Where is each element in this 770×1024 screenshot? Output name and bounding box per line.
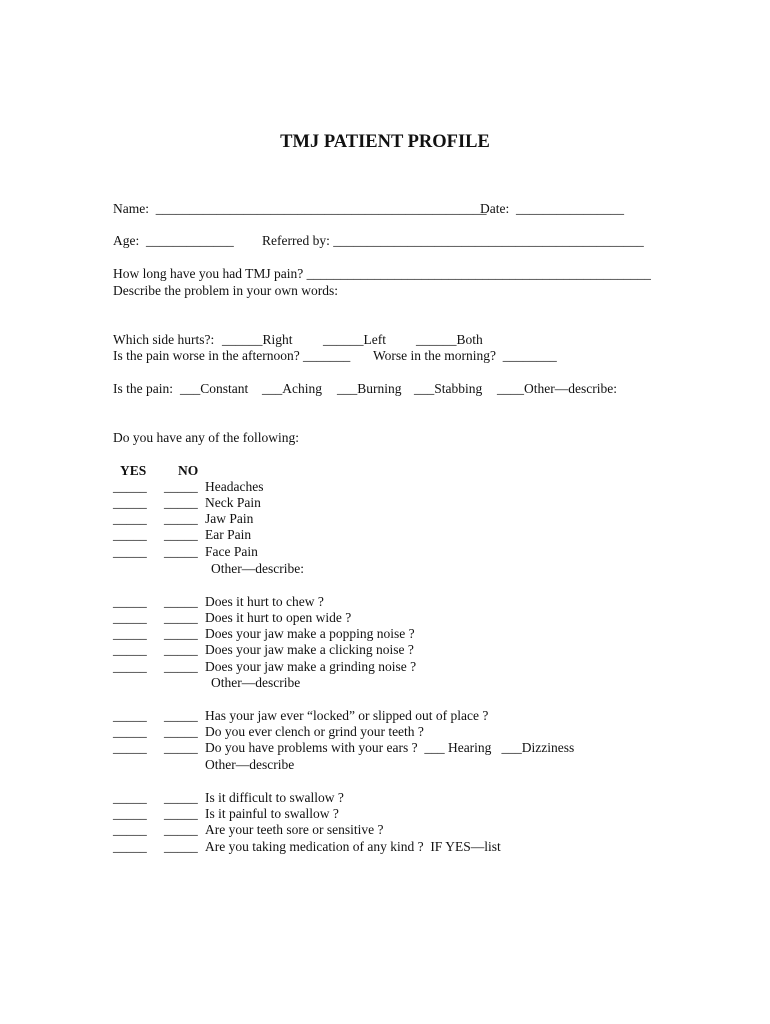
- yes-blank[interactable]: _____: [113, 642, 147, 657]
- no-blank[interactable]: _____: [164, 642, 198, 657]
- no-blank[interactable]: _____: [164, 806, 198, 821]
- yes-blank[interactable]: _____: [113, 839, 147, 854]
- checklist-item: Are your teeth sore or sensitive ?: [205, 822, 384, 837]
- no-blank[interactable]: _____: [164, 790, 198, 805]
- referred-by-field[interactable]: Referred by: ______________________________________________: [262, 233, 644, 248]
- side-left-option[interactable]: ______Left: [323, 332, 386, 347]
- checklist-intro: Do you have any of the following:: [113, 430, 299, 445]
- no-blank[interactable]: _____: [164, 822, 198, 837]
- pain-constant-option[interactable]: ___Constant: [180, 381, 249, 396]
- checklist-item: Do you have problems with your ears ? ___ Hearing ___Dizziness: [205, 740, 575, 755]
- yes-column-header: YES: [120, 463, 147, 478]
- no-blank[interactable]: _____: [164, 527, 198, 542]
- no-blank[interactable]: _____: [164, 626, 198, 641]
- no-blank[interactable]: _____: [164, 594, 198, 609]
- checklist-item: Are you taking medication of any kind ? IF YES—list: [205, 839, 501, 854]
- yes-blank[interactable]: _____: [113, 740, 147, 755]
- yes-blank[interactable]: _____: [113, 511, 147, 526]
- checklist-item: Is it difficult to swallow ?: [205, 790, 344, 805]
- checklist-item: Does it hurt to open wide ?: [205, 610, 352, 625]
- yes-blank[interactable]: _____: [113, 822, 147, 837]
- yes-blank[interactable]: _____: [113, 790, 147, 805]
- checklist-item: Ear Pain: [205, 527, 252, 542]
- yes-blank[interactable]: _____: [113, 724, 147, 739]
- describe-problem-label: Describe the problem in your own words:: [113, 283, 338, 298]
- checklist-item: Headaches: [205, 479, 264, 494]
- other-describe-label[interactable]: Other—describe:: [211, 561, 304, 576]
- yes-blank[interactable]: _____: [113, 527, 147, 542]
- name-field[interactable]: Name: _________________________________________________: [113, 201, 487, 216]
- date-field[interactable]: Date: ________________: [480, 201, 624, 216]
- no-blank[interactable]: _____: [164, 610, 198, 625]
- no-blank[interactable]: _____: [164, 511, 198, 526]
- checklist-item: Does it hurt to chew ?: [205, 594, 324, 609]
- yes-blank[interactable]: _____: [113, 806, 147, 821]
- side-right-option[interactable]: ______Right: [222, 332, 293, 347]
- no-blank[interactable]: _____: [164, 724, 198, 739]
- no-blank[interactable]: _____: [164, 544, 198, 559]
- other-describe-label[interactable]: Other—describe: [211, 675, 301, 690]
- no-blank[interactable]: _____: [164, 740, 198, 755]
- pain-burning-option[interactable]: ___Burning: [337, 381, 402, 396]
- yes-blank[interactable]: _____: [113, 708, 147, 723]
- yes-blank[interactable]: _____: [113, 594, 147, 609]
- pain-stabbing-option[interactable]: ___Stabbing: [414, 381, 483, 396]
- afternoon-question[interactable]: Is the pain worse in the afternoon? _______: [113, 348, 351, 363]
- checklist-item: Neck Pain: [205, 495, 261, 510]
- checklist-item: Face Pain: [205, 544, 258, 559]
- checklist-item: Does your jaw make a clicking noise ?: [205, 642, 414, 657]
- no-blank[interactable]: _____: [164, 479, 198, 494]
- no-blank[interactable]: _____: [164, 495, 198, 510]
- yes-blank[interactable]: _____: [113, 610, 147, 625]
- pain-type-label: Is the pain:: [113, 381, 173, 396]
- checklist-item: Do you ever clench or grind your teeth ?: [205, 724, 424, 739]
- no-blank[interactable]: _____: [164, 839, 198, 854]
- yes-blank[interactable]: _____: [113, 479, 147, 494]
- checklist-item: Jaw Pain: [205, 511, 254, 526]
- age-field[interactable]: Age: _____________: [113, 233, 234, 248]
- no-blank[interactable]: _____: [164, 708, 198, 723]
- pain-duration-question[interactable]: How long have you had TMJ pain? ___________________________________________________: [113, 266, 651, 281]
- no-column-header: NO: [178, 463, 199, 478]
- side-both-option[interactable]: ______Both: [416, 332, 483, 347]
- yes-blank[interactable]: _____: [113, 495, 147, 510]
- pain-other-option[interactable]: ____Other—describe:: [497, 381, 617, 396]
- checklist-item: Has your jaw ever “locked” or slipped out of place ?: [205, 708, 489, 723]
- which-side-label: Which side hurts?:: [113, 332, 215, 347]
- pain-aching-option[interactable]: ___Aching: [262, 381, 322, 396]
- yes-blank[interactable]: _____: [113, 626, 147, 641]
- form-title: TMJ PATIENT PROFILE: [280, 132, 490, 152]
- yes-blank[interactable]: _____: [113, 659, 147, 674]
- checklist-item: Does your jaw make a popping noise ?: [205, 626, 415, 641]
- checklist-item: Does your jaw make a grinding noise ?: [205, 659, 417, 674]
- no-blank[interactable]: _____: [164, 659, 198, 674]
- morning-question[interactable]: Worse in the morning? ________: [373, 348, 557, 363]
- yes-blank[interactable]: _____: [113, 544, 147, 559]
- other-describe-label[interactable]: Other—describe: [205, 757, 295, 772]
- checklist-item: Is it painful to swallow ?: [205, 806, 339, 821]
